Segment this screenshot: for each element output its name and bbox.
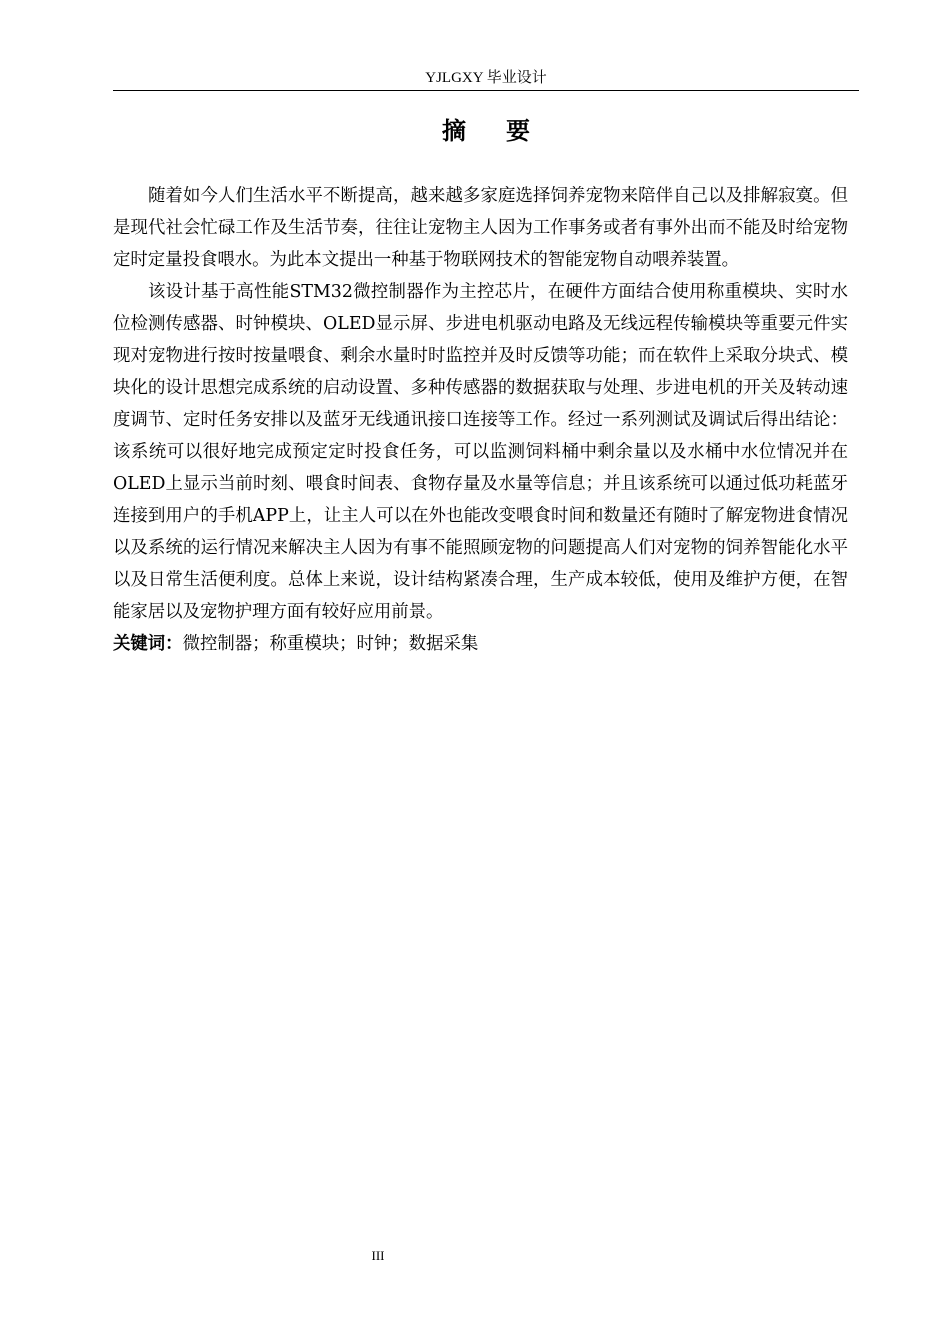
- abstract-body: [113, 180, 848, 660]
- abstract-heading: 摘要: [442, 117, 570, 145]
- keywords-text: 微控制器；称重模块；时钟；数据采集: [182, 634, 479, 654]
- header-rule: [113, 90, 859, 91]
- page-number: III: [371, 1248, 385, 1263]
- abstract-paragraph-2: 该设计基于高性能STM32微控制器作为主控芯片，在硬件方面结合使用称重模块、实时水位检测传感器、时钟模块、OLED显示屏、步进电机驱动电路及无线远程传输模块等重要元件实现对宠物进行按时按量喂食、剩余水量时时监控并及时反馈等功能；而在软件上采取分块式、模块化的设计思想完成系统的启动设置、多种传感器的数据获取与处理、步进电机的开关及转动速度调节、定时任务安排以及蓝牙无线通讯接口连接等工作。经过一系列测试及调试后得出结论：该系统可以很好地完成预定定时投食任务，可以监测饲料桶中剩余量以及水桶中水位情况并在OLED上显示当前时刻、喂食时间表、食物存量及水量等信息；并且该系统可以通过低功耗蓝牙连接到用户的手机APP上，让主人可以在外也能改变喂食时间和数量还有随时了解宠物进食情况以及系统的运行情况来解决主人因为有事不能照顾宠物的问题提高人们对宠物的饲养智能化水平以及日常生活便利度。总体上来说，设计结构紧凑合理，生产成本较低，使用及维护方便，在智能家居以及宠物护理方面有较好应用前景。: [113, 282, 848, 622]
- keywords-label: 关键词：: [113, 634, 183, 654]
- running-header: YJLGXY 毕业设计: [425, 70, 547, 86]
- abstract-paragraph-1: 随着如今人们生活水平不断提高，越来越多家庭选择饲养宠物来陪伴自己以及排解寂寞。但是现代社会忙碌工作及生活节奏，往往让宠物主人因为工作事务或者有事外出而不能及时给宠物定时定量投食喂水。为此本文提出一种基于物联网技术的智能宠物自动喂养装置。: [113, 186, 848, 270]
- keywords-line: [113, 628, 848, 660]
